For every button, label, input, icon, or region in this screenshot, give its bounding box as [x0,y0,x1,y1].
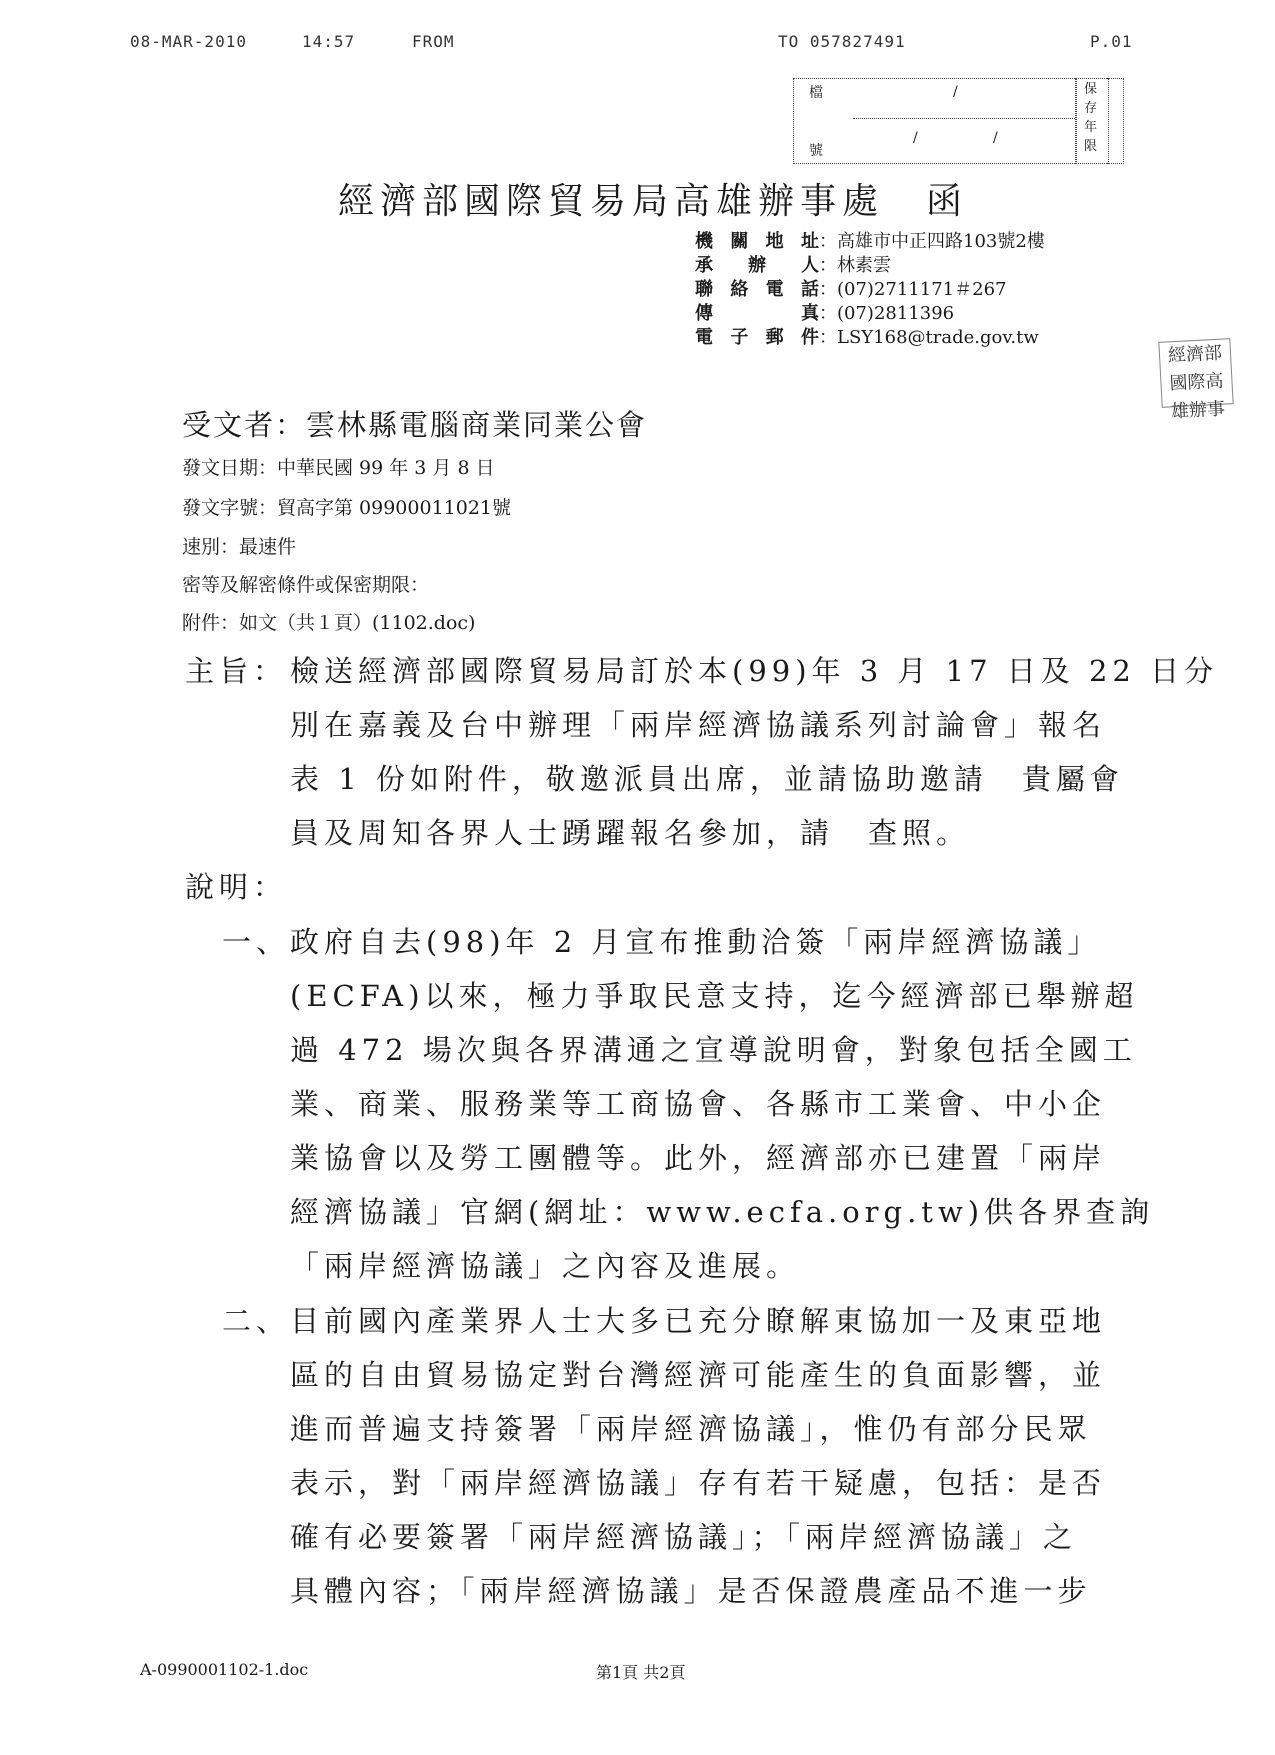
item2-line: 確有必要簽署「兩岸經濟協議」；「兩岸經濟協議」之 [290,1520,1078,1554]
attachment: 附件：如文（共１頁）(1102.doc) [182,612,476,634]
recipient: 受文者：雲林縣電腦商業同業公會 [182,408,648,442]
item1-line: 政府自去(98)年 2 月宣布推動洽簽「兩岸經濟協議」 [290,925,1102,959]
archive-slash-3: / [993,130,998,146]
item2-line: 區的自由貿易協定對台灣經濟可能產生的負面影響，並 [290,1358,1107,1392]
item1-line: 經濟協議」官網(網址：www.ecfa.org.tw)供各界查詢 [290,1195,1155,1229]
archive-slash-1: / [953,84,958,100]
subject-line: 表 1 份如附件，敬邀派員出席，並請協助邀請 貴屬會 [290,762,1124,796]
item1-line: 業協會以及勞工團體等。此外，經濟部亦已建置「兩岸 [290,1141,1107,1175]
speed: 速別：最速件 [182,536,297,558]
contact-handler: 承辦人：林素雲 [695,255,891,276]
contact-fax: 傳真：(07)2811396 [695,303,955,324]
contact-address: 機關地址：高雄市中正四路103號2樓 [695,231,1045,252]
item2-line: 目前國內產業界人士大多已充分瞭解東協加一及東亞地 [290,1304,1107,1338]
item2-line: 表示，對「兩岸經濟協議」存有若干疑慮，包括：是否 [290,1466,1107,1500]
fax-page: P.01 [1090,32,1133,51]
explanation-label: 說明： [185,870,288,904]
item1-label: 一、 [222,925,291,959]
subject-label: 主旨： [185,654,288,688]
subject-line: 員及周知各界人士踴躍報名參加，請 查照。 [290,816,971,850]
document-title: 經濟部國際貿易局高雄辦事處 函 [338,181,969,222]
item2-line: 進而普遍支持簽署「兩岸經濟協議」，惟仍有部分民眾 [290,1412,1092,1446]
fax-to: TO 057827491 [778,32,906,51]
footer-page-number: 第1頁 共2頁 [596,1663,686,1682]
fax-date: 08-MAR-2010 [130,32,247,51]
contact-email: 電子郵件：LSY168@trade.gov.tw [695,327,1039,348]
fax-time: 14:57 [302,32,356,51]
subject-line: 檢送經濟部國際貿易局訂於本(99)年 3 月 17 日及 22 日分 [290,654,1219,688]
footer-filename: A-0990001102-1.doc [140,1660,309,1679]
item2-line: 具體內容；「兩岸經濟協議」是否保證農產品不進一步 [290,1574,1092,1608]
secret-level: 密等及解密條件或保密期限： [182,574,430,596]
archive-box [793,78,1123,164]
archive-label-bottom: 號 [809,143,823,159]
archive-keep-label: 保存年限 [1084,82,1098,154]
fax-from: FROM [412,32,455,51]
archive-label-top: 檔 [809,85,823,101]
item1-line: 「兩岸經濟協議」之內容及進展。 [290,1249,801,1283]
office-stamp: 經濟部國際高雄辦事 [1158,338,1233,408]
item1-line: 過 472 場次與各界溝通之宣導說明會，對象包括全國工 [290,1033,1137,1067]
contact-phone: 聯絡電話：(07)2711171＃267 [695,279,1007,300]
archive-slash-2: / [913,130,918,146]
item1-line: (ECFA)以來，極力爭取民意支持，迄今經濟部已舉辦超 [290,979,1139,1013]
item2-label: 二、 [222,1304,291,1338]
subject-line: 別在嘉義及台中辦理「兩岸經濟協議系列討論會」報名 [290,708,1107,742]
issue-number: 發文字號：貿高字第 09900011021號 [182,497,512,519]
item1-line: 業、商業、服務業等工商協會、各縣市工業會、中小企 [290,1087,1107,1121]
issue-date: 發文日期：中華民國 99 年 3 月 8 日 [182,457,495,479]
